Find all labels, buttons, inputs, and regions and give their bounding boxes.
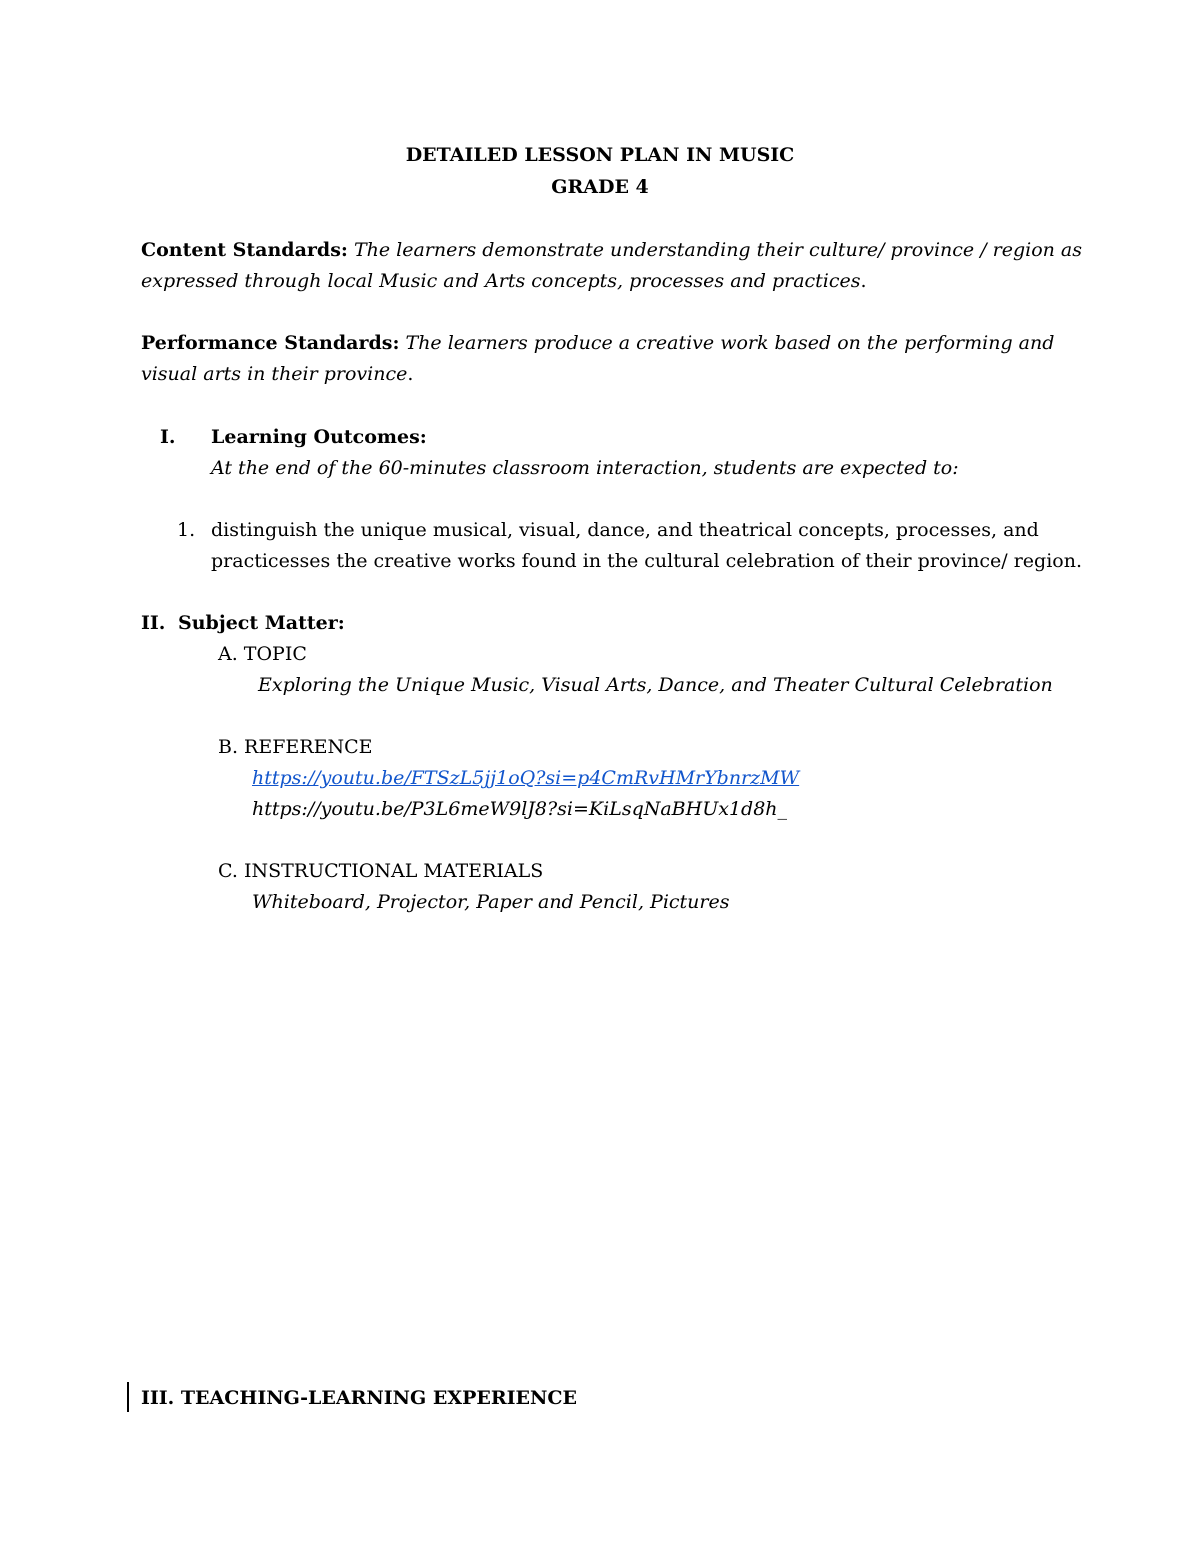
performance-standards-period: . <box>407 363 414 385</box>
reference-link-2: https://youtu.be/P3L6meW9lJ8?si=KiLsqNaBHUx1d8h_ <box>252 798 788 820</box>
content-standards-label: Content Standards: <box>141 239 348 261</box>
topic-text: Exploring the Unique Music, Visual Arts, Dance, and Theater Cultural Celebration <box>258 674 1053 696</box>
section1-numeral: I. <box>160 426 176 448</box>
section1-intro: At the end of the 60-minutes classroom interaction, students are expected to: <box>211 457 959 479</box>
performance-standards-text-cont: visual arts in their province <box>141 363 408 385</box>
text-cursor <box>127 1382 129 1412</box>
performance-standards-line1 <box>141 331 1054 355</box>
performance-standards-line2 <box>141 362 413 386</box>
content-standards-text-cont: expressed through local Music and Arts concepts, processes and practices <box>141 270 861 292</box>
section3-heading: III. TEACHING-LEARNING EXPERIENCE <box>141 1387 578 1409</box>
reference-link-1-line <box>252 766 799 790</box>
document-title: DETAILED LESSON PLAN IN MUSIC <box>405 144 795 166</box>
document-grade: GRADE 4 <box>551 176 649 198</box>
outcome-line2: practicesses the creative works found in the cultural celebration of their province/ region. <box>211 550 1082 572</box>
materials-label: C. INSTRUCTIONAL MATERIALS <box>218 860 544 882</box>
materials-text: Whiteboard, Projector, Paper and Pencil, Pictures <box>252 891 730 913</box>
section2-heading: Subject Matter: <box>178 612 345 634</box>
performance-standards-label: Performance Standards: <box>141 332 400 354</box>
performance-standards-text: The learners produce a creative work based on the performing and <box>405 332 1055 354</box>
outcome-number: 1. <box>177 519 196 541</box>
reference-link-1[interactable]: https://youtu.be/FTSzL5jj1oQ?si=p4CmRvHMrYbnrzMW <box>252 767 800 789</box>
reference-label: B. REFERENCE <box>218 736 373 758</box>
topic-label: A. TOPIC <box>218 643 307 665</box>
outcome-line1: distinguish the unique musical, visual, dance, and theatrical concepts, processes, and <box>211 519 1039 541</box>
content-standards-line1 <box>141 238 1082 262</box>
content-standards-text: The learners demonstrate understanding their culture/ province / region as <box>353 239 1083 261</box>
section2-numeral: II. <box>141 612 166 634</box>
section1-heading: Learning Outcomes: <box>211 426 427 448</box>
content-standards-line2 <box>141 269 867 293</box>
content-standards-period: . <box>860 270 867 292</box>
